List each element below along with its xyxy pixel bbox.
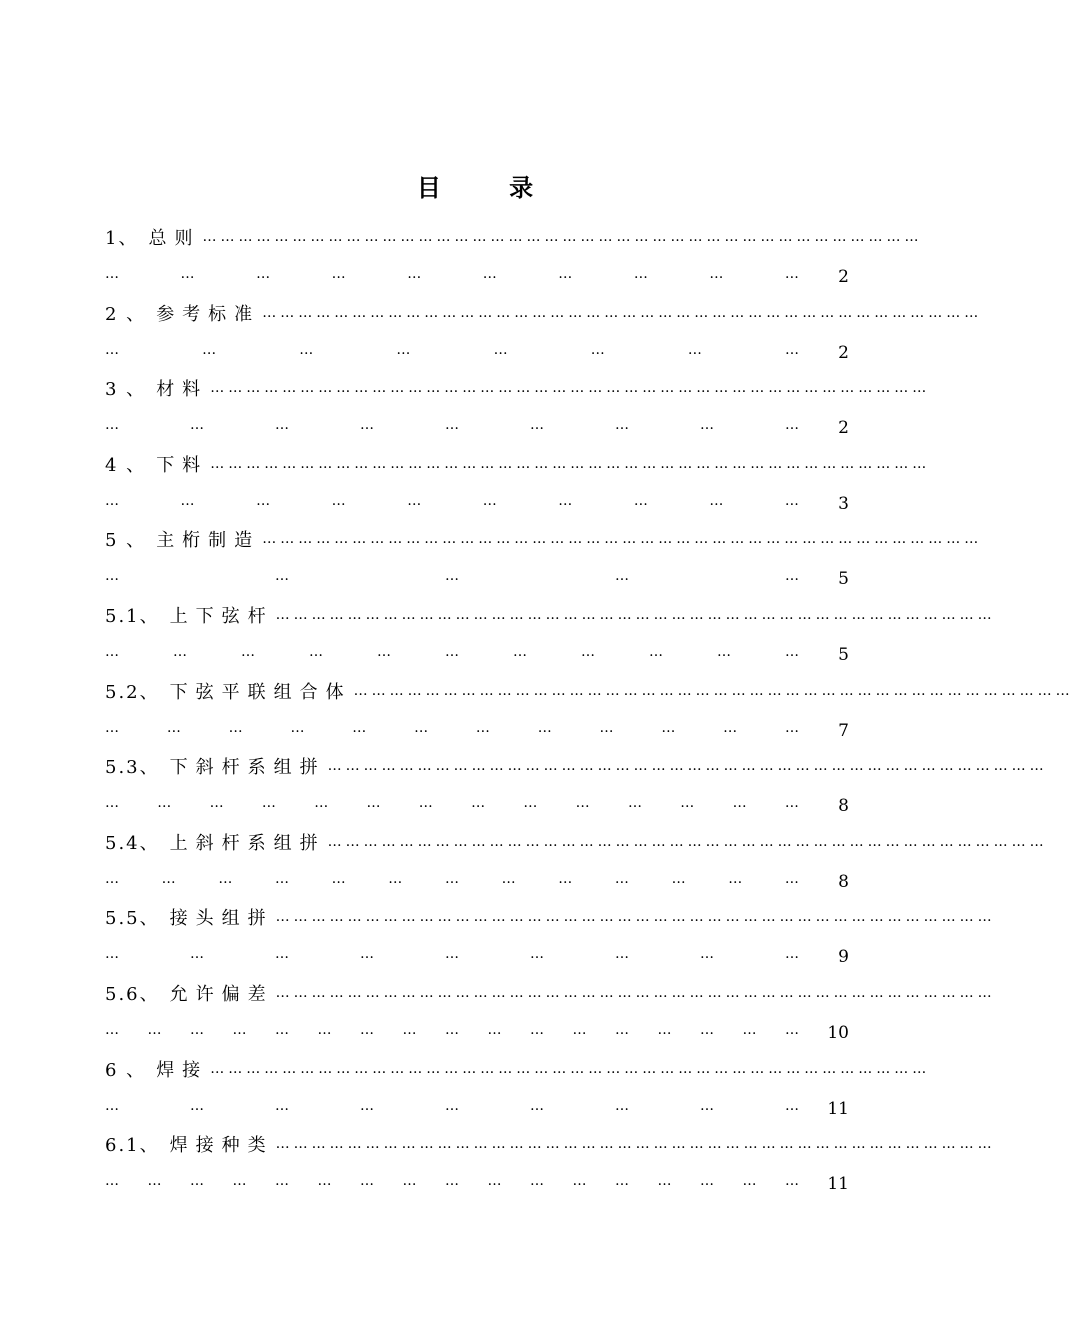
toc-leader-dots-continued <box>105 871 827 887</box>
leader-dot-group: … <box>615 417 629 434</box>
toc-entry-number: 4 、 <box>105 454 147 476</box>
toc-entry-label: 主桁制造 <box>156 530 261 552</box>
leader-dot-group: … <box>785 1097 799 1114</box>
toc-entry-number: 5.5、 <box>105 908 160 930</box>
leader-dot-group: … <box>360 1173 374 1190</box>
leader-dot-group: … <box>717 643 731 660</box>
leader-dot-group: … <box>785 1173 799 1190</box>
toc-leader-dots: ………………………………………………………………………………………………………… <box>275 909 996 926</box>
toc-entry-page: 11 <box>827 1098 849 1119</box>
leader-dot-group: … <box>493 341 508 358</box>
toc-entry-page: 5 <box>838 644 849 665</box>
leader-dot-group: … <box>309 643 323 660</box>
leader-dot-group: … <box>105 643 119 660</box>
leader-dot-group: … <box>180 266 195 282</box>
toc-entry-label: 焊接 <box>156 1059 209 1081</box>
leader-dot-group: … <box>105 341 119 358</box>
leader-dot-group: … <box>590 341 605 358</box>
toc-entry[interactable] <box>105 449 931 525</box>
leader-dot-group: … <box>147 1021 162 1038</box>
leader-dot-group: … <box>161 870 176 887</box>
leader-dot-group: … <box>649 643 663 660</box>
leader-dot-group: … <box>723 719 738 736</box>
leader-dot-group: … <box>475 719 490 736</box>
table-of-contents <box>105 222 1074 1205</box>
toc-leader-dots-continued <box>105 644 827 660</box>
leader-dot-group: … <box>190 1021 204 1038</box>
leader-dot-group: … <box>445 643 459 660</box>
leader-dot-group: … <box>407 266 422 282</box>
leader-dot-group: … <box>615 1097 629 1114</box>
leader-dot-group: … <box>331 266 346 282</box>
leader-dot-group: … <box>627 795 642 812</box>
leader-dot-group: … <box>275 568 289 585</box>
leader-dot-group: … <box>352 719 367 736</box>
leader-dot-group: … <box>523 795 538 812</box>
leader-dot-group: … <box>445 946 459 963</box>
toc-leader-dots: ………………………………………………………………………………………………………… <box>210 1060 931 1077</box>
leader-dot-group: … <box>232 1021 247 1038</box>
leader-dot-group: … <box>228 719 243 736</box>
toc-leader-dots-continued <box>105 1022 827 1038</box>
toc-entry-page: 2 <box>838 267 849 287</box>
toc-entry-label: 允许偏差 <box>169 983 274 1005</box>
leader-dot-group: … <box>530 1173 544 1190</box>
leader-dot-group: … <box>615 568 629 585</box>
leader-dot-group: … <box>633 492 648 509</box>
toc-entry-page: 2 <box>838 418 849 439</box>
toc-entry-page: 7 <box>838 720 849 741</box>
leader-dot-group: … <box>445 417 459 434</box>
leader-dot-group: … <box>784 492 799 509</box>
leader-dot-group: … <box>261 795 276 812</box>
leader-dot-group: … <box>785 568 799 585</box>
leader-dot-group: … <box>166 719 181 736</box>
toc-entry[interactable] <box>105 827 1048 903</box>
leader-dot-group: … <box>487 1021 502 1038</box>
leader-dot-group: … <box>558 870 573 887</box>
toc-entry[interactable] <box>105 298 983 374</box>
leader-dot-group: … <box>728 870 743 887</box>
leader-dot-group: … <box>105 266 119 282</box>
toc-entry-number: 5.2、 <box>105 681 160 703</box>
leader-dot-group: … <box>709 492 724 509</box>
leader-dot-group: … <box>396 341 411 358</box>
toc-leader-dots-continued <box>105 720 827 736</box>
toc-entry-number: 1、 <box>105 228 139 249</box>
leader-dot-group: … <box>537 719 552 736</box>
toc-entry-label: 参考标准 <box>156 303 261 325</box>
toc-entry[interactable] <box>105 222 923 298</box>
toc-leader-dots-continued <box>105 1098 827 1114</box>
toc-entry-page: 2 <box>838 342 849 363</box>
leader-dot-group: … <box>317 1021 332 1038</box>
toc-entry-page: 8 <box>838 796 849 817</box>
leader-dot-group: … <box>190 1173 204 1190</box>
leader-dot-group: … <box>105 795 119 812</box>
leader-dot-group: … <box>709 266 724 282</box>
toc-entry[interactable] <box>105 1129 996 1205</box>
leader-dot-group: … <box>360 1097 374 1114</box>
leader-dot-group: … <box>700 417 714 434</box>
toc-entry-number: 5.1、 <box>105 605 160 627</box>
toc-entry-page: 5 <box>838 569 849 590</box>
leader-dot-group: … <box>314 795 329 812</box>
leader-dot-group: … <box>700 1021 714 1038</box>
leader-dot-group: … <box>290 719 305 736</box>
leader-dot-group: … <box>105 946 119 963</box>
leader-dot-group: … <box>209 795 224 812</box>
toc-entry-number: 5.6、 <box>105 983 160 1005</box>
toc-entry-label: 焊接种类 <box>169 1135 274 1157</box>
leader-dot-group: … <box>785 946 799 963</box>
leader-dot-group: … <box>742 1021 757 1038</box>
leader-dot-group: … <box>599 719 614 736</box>
page-title: 目 录 <box>416 173 564 202</box>
leader-dot-group: … <box>402 1021 417 1038</box>
toc-entry[interactable] <box>105 676 1074 752</box>
leader-dot-group: … <box>360 946 374 963</box>
toc-leader-dots-continued <box>105 1173 827 1189</box>
leader-dot-group: … <box>105 870 119 887</box>
leader-dot-group: … <box>784 795 799 812</box>
toc-leader-dots-continued <box>105 342 827 358</box>
leader-dot-group: … <box>784 341 799 358</box>
toc-leader-dots: ………………………………………………………………………………………………………… <box>210 455 931 472</box>
leader-dot-group: … <box>471 795 486 812</box>
leader-dot-group: … <box>482 266 497 282</box>
leader-dot-group: … <box>513 643 527 660</box>
leader-dot-group: … <box>157 795 172 812</box>
toc-leader-dots: ………………………………………………………………………………………………………… <box>202 229 923 245</box>
leader-dot-group: … <box>581 643 595 660</box>
toc-entry-page: 9 <box>838 947 849 968</box>
leader-dot-group: … <box>190 417 204 434</box>
leader-dot-group: … <box>661 719 676 736</box>
leader-dot-group: … <box>232 1173 247 1190</box>
leader-dot-group: … <box>445 568 459 585</box>
leader-dot-group: … <box>700 1173 714 1190</box>
leader-dot-group: … <box>615 1173 629 1190</box>
leader-dot-group: … <box>105 1173 119 1190</box>
leader-dot-group: … <box>784 266 799 282</box>
toc-entry-page: 3 <box>838 493 849 514</box>
leader-dot-group: … <box>445 1021 459 1038</box>
leader-dot-group: … <box>785 1021 799 1038</box>
toc-entry[interactable] <box>105 524 983 600</box>
leader-dot-group: … <box>414 719 429 736</box>
leader-dot-group: … <box>530 1097 544 1114</box>
toc-entry-number: 6.1、 <box>105 1135 160 1157</box>
toc-entry-label: 下弦平联组合体 <box>169 681 352 703</box>
leader-dot-group: … <box>218 870 233 887</box>
leader-dot-group: … <box>275 1097 289 1114</box>
toc-entry-number: 5.3、 <box>105 757 160 779</box>
leader-dot-group: … <box>317 1173 332 1190</box>
leader-dot-group: … <box>331 492 346 509</box>
toc-entry[interactable] <box>105 373 931 449</box>
toc-leader-dots-continued <box>105 266 827 282</box>
leader-dot-group: … <box>558 492 573 509</box>
leader-dot-group: … <box>256 266 271 282</box>
leader-dot-group: … <box>360 1021 374 1038</box>
leader-dot-group: … <box>275 946 289 963</box>
leader-dot-group: … <box>444 870 459 887</box>
toc-entry-number: 5 、 <box>105 530 147 552</box>
toc-leader-dots-continued <box>105 795 827 811</box>
leader-dot-group: … <box>633 266 648 282</box>
leader-dot-group: … <box>360 417 374 434</box>
toc-entry-label: 接头组拼 <box>169 908 274 930</box>
leader-dot-group: … <box>742 1173 757 1190</box>
leader-dot-group: … <box>785 643 799 660</box>
toc-entry[interactable] <box>105 1054 931 1130</box>
leader-dot-group: … <box>402 1173 417 1190</box>
leader-dot-group: … <box>407 492 422 509</box>
toc-entry-label: 上斜杆系组拼 <box>169 832 326 854</box>
leader-dot-group: … <box>147 1173 162 1190</box>
leader-dot-group: … <box>700 1097 714 1114</box>
leader-dot-group: … <box>275 1021 289 1038</box>
toc-entry-number: 2 、 <box>105 303 147 325</box>
leader-dot-group: … <box>105 568 119 585</box>
toc-entry-label: 材料 <box>156 379 209 401</box>
toc-leader-dots-continued <box>105 417 827 433</box>
leader-dot-group: … <box>530 1021 544 1038</box>
leader-dot-group: … <box>482 492 497 509</box>
toc-entry-number: 3 、 <box>105 379 147 401</box>
toc-entry-page: 11 <box>827 1174 849 1195</box>
leader-dot-group: … <box>558 266 573 282</box>
leader-dot-group: … <box>687 341 702 358</box>
leader-dot-group: … <box>366 795 381 812</box>
leader-dot-group: … <box>487 1173 502 1190</box>
leader-dot-group: … <box>575 795 590 812</box>
toc-entry-label: 下料 <box>156 454 209 476</box>
leader-dot-group: … <box>173 643 187 660</box>
toc-entry[interactable] <box>105 751 1048 827</box>
leader-dot-group: … <box>657 1021 672 1038</box>
leader-dot-group: … <box>572 1021 587 1038</box>
leader-dot-group: … <box>614 870 629 887</box>
toc-leader-dots: ………………………………………………………………………………………………………… <box>210 380 931 397</box>
toc-leader-dots-continued <box>105 946 827 962</box>
leader-dot-group: … <box>732 795 747 812</box>
leader-dot-group: … <box>657 1173 672 1190</box>
leader-dot-group: … <box>700 946 714 963</box>
toc-entry[interactable] <box>105 978 996 1054</box>
leader-dot-group: … <box>105 1021 119 1038</box>
leader-dot-group: … <box>180 492 195 509</box>
toc-leader-dots-continued <box>105 568 827 584</box>
leader-dot-group: … <box>190 1097 204 1114</box>
toc-leader-dots: ………………………………………………………………………………………………………… <box>262 304 983 321</box>
toc-leader-dots: ………………………………………………………………………………………………………… <box>327 758 1048 775</box>
toc-entry-page: 10 <box>827 1022 849 1043</box>
leader-dot-group: … <box>241 643 255 660</box>
toc-entry-number: 5.4、 <box>105 832 160 854</box>
leader-dot-group: … <box>671 870 686 887</box>
leader-dot-group: … <box>530 946 544 963</box>
leader-dot-group: … <box>256 492 271 509</box>
leader-dot-group: … <box>418 795 433 812</box>
leader-dot-group: … <box>445 1097 459 1114</box>
leader-dot-group: … <box>274 870 289 887</box>
leader-dot-group: … <box>377 643 391 660</box>
leader-dot-group: … <box>275 1173 289 1190</box>
toc-entry-label: 上下弦杆 <box>169 605 274 627</box>
leader-dot-group: … <box>105 719 119 736</box>
toc-entry[interactable] <box>105 902 996 978</box>
leader-dot-group: … <box>202 341 217 358</box>
toc-leader-dots: ………………………………………………………………………………………………………… <box>262 531 983 548</box>
leader-dot-group: … <box>530 417 544 434</box>
toc-leader-dots: ………………………………………………………………………………………………………… <box>353 682 1074 699</box>
leader-dot-group: … <box>105 492 119 509</box>
toc-leader-dots: ………………………………………………………………………………………………………… <box>327 833 1048 850</box>
leader-dot-group: … <box>615 946 629 963</box>
toc-entry-page: 8 <box>838 871 849 892</box>
leader-dot-group: … <box>105 417 119 434</box>
leader-dot-group: … <box>190 946 204 963</box>
toc-entry[interactable] <box>105 600 996 676</box>
leader-dot-group: … <box>388 870 403 887</box>
leader-dot-group: … <box>785 417 799 434</box>
leader-dot-group: … <box>572 1173 587 1190</box>
leader-dot-group: … <box>331 870 346 887</box>
toc-leader-dots: ………………………………………………………………………………………………………… <box>275 984 996 1001</box>
toc-leader-dots: ………………………………………………………………………………………………………… <box>275 1136 996 1153</box>
toc-entry-number: 6 、 <box>105 1059 147 1081</box>
leader-dot-group: … <box>299 341 314 358</box>
leader-dot-group: … <box>784 719 799 736</box>
leader-dot-group: … <box>680 795 695 812</box>
leader-dot-group: … <box>275 417 289 434</box>
toc-entry-label: 下斜杆系组拼 <box>169 757 326 779</box>
leader-dot-group: … <box>615 1021 629 1038</box>
leader-dot-group: … <box>784 870 799 887</box>
leader-dot-group: … <box>105 1097 119 1114</box>
leader-dot-group: … <box>501 870 516 887</box>
toc-leader-dots-continued <box>105 493 827 509</box>
leader-dot-group: … <box>445 1173 459 1190</box>
toc-leader-dots: ………………………………………………………………………………………………………… <box>275 606 996 623</box>
toc-entry-label: 总则 <box>148 228 201 249</box>
